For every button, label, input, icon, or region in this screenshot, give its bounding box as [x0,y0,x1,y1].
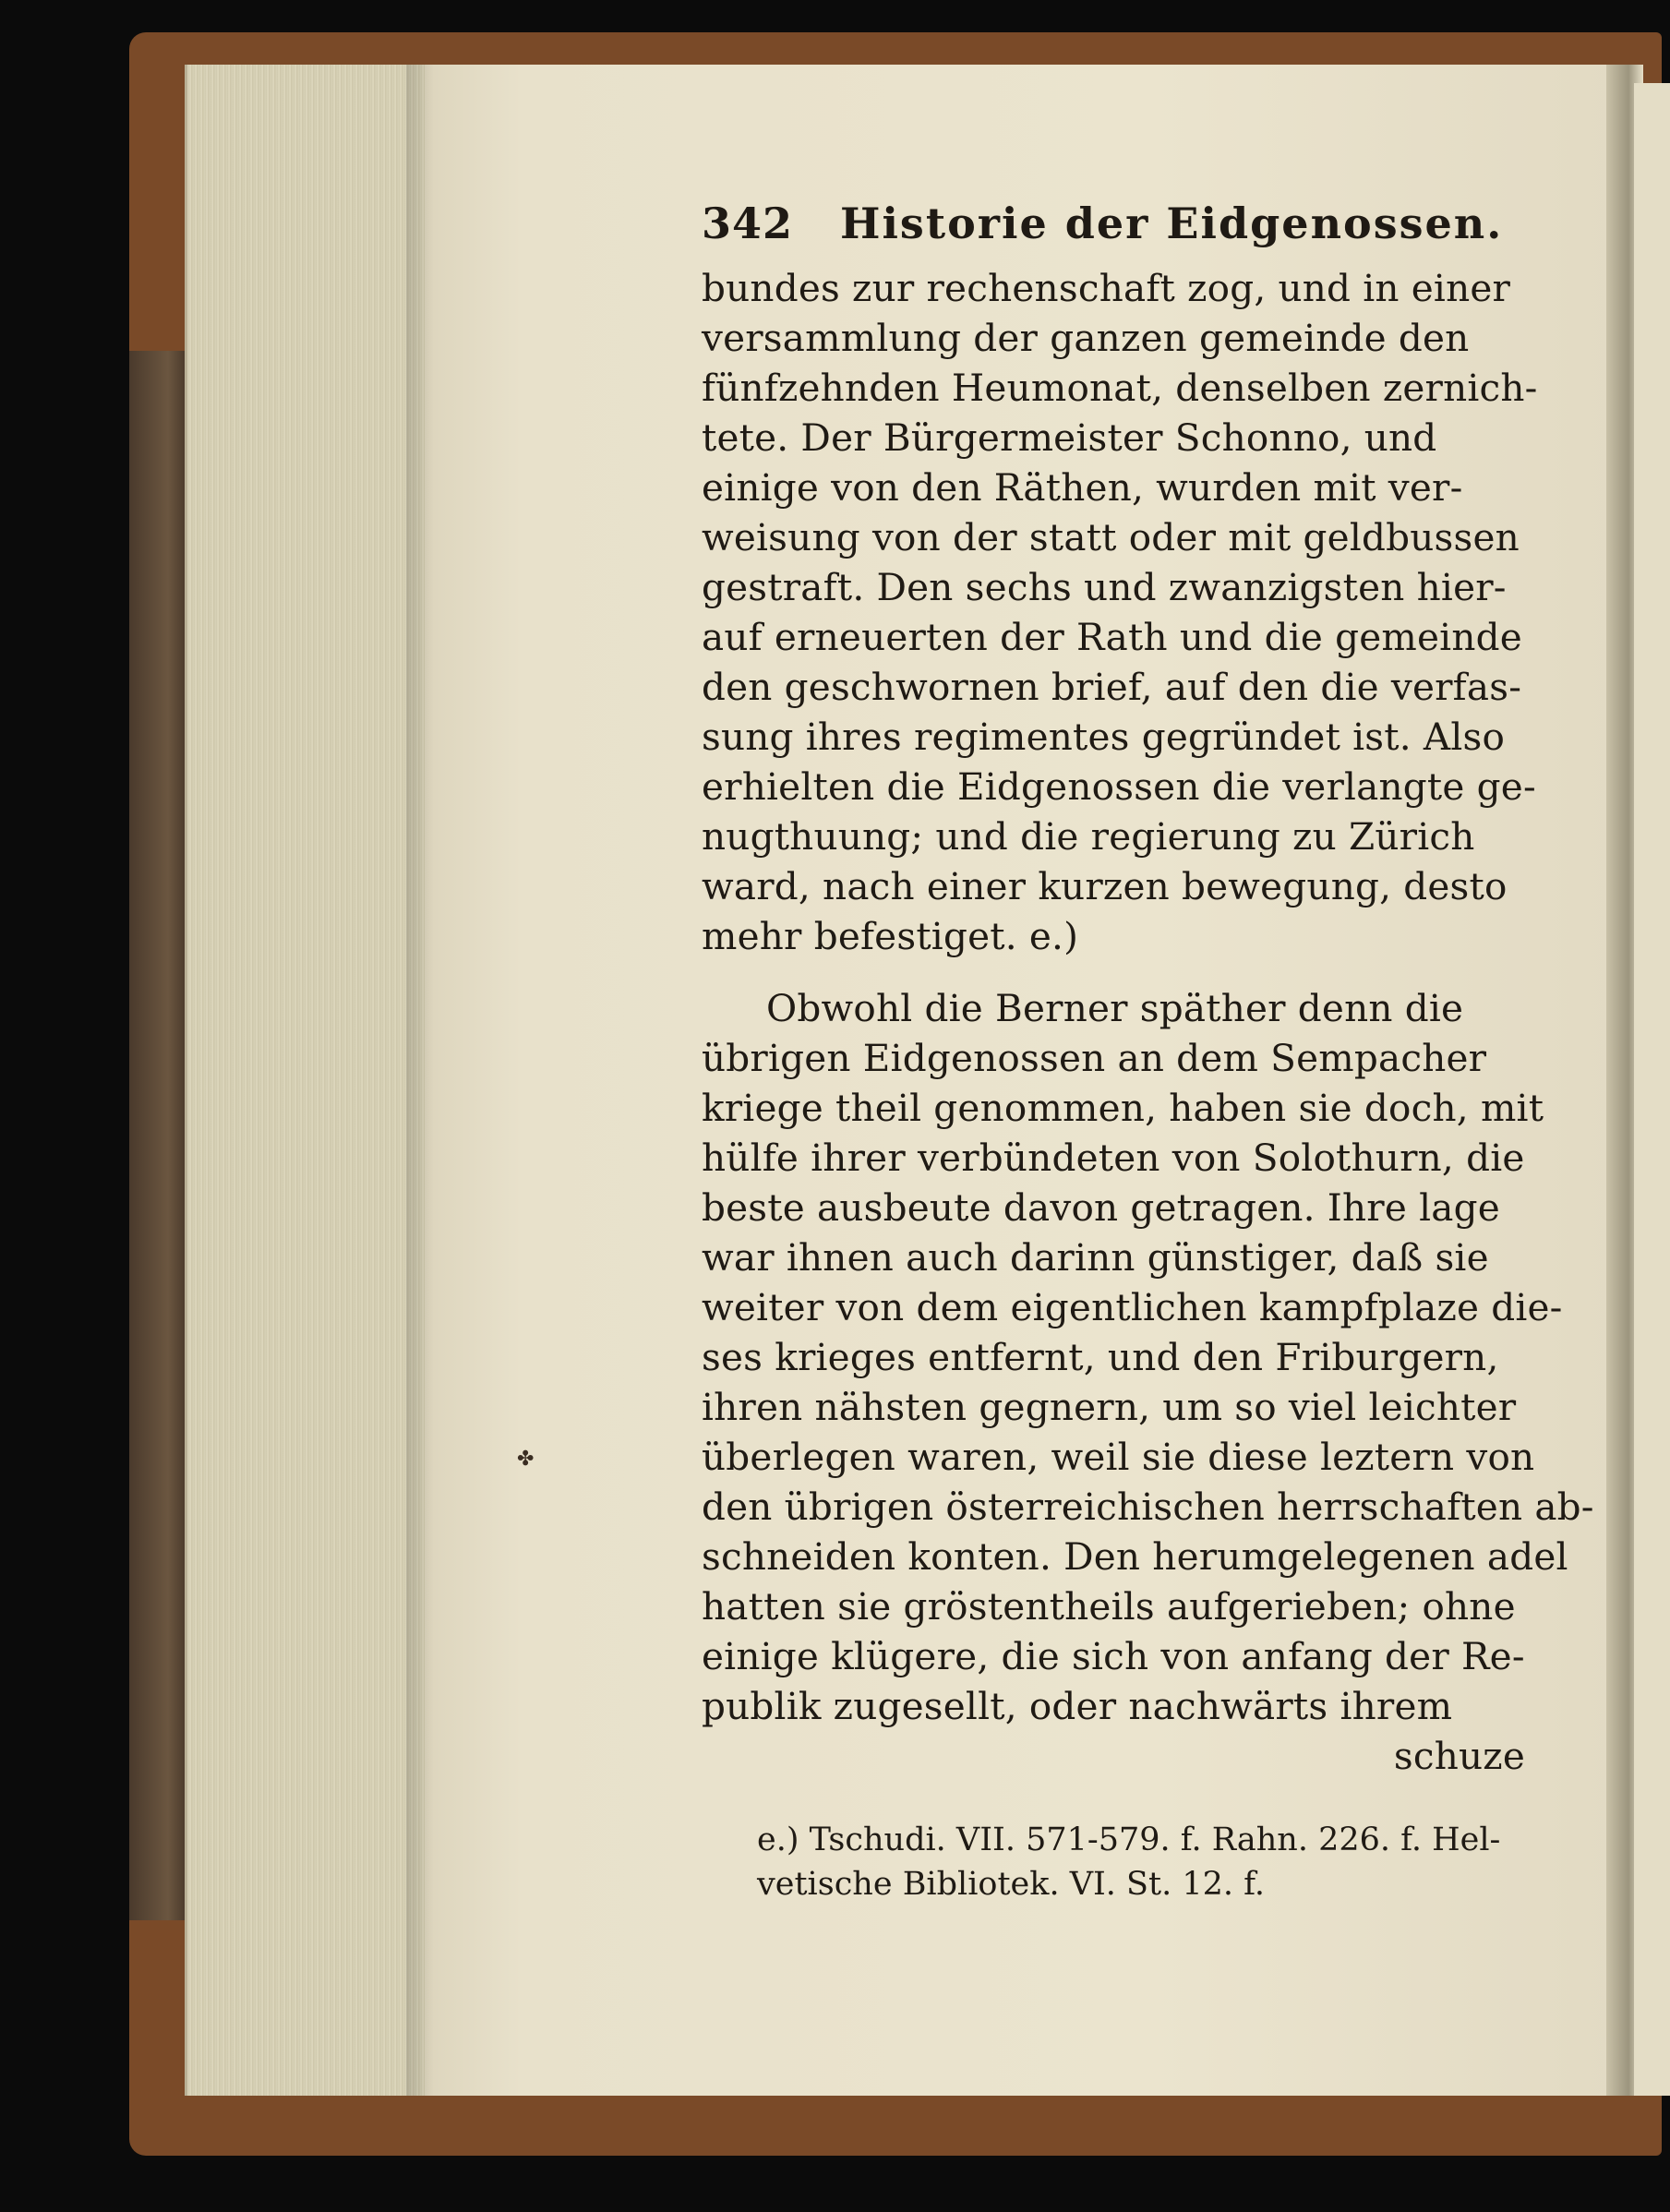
paragraph-2 [702,983,1594,1781]
paragraph-1 [702,263,1542,961]
footnote-line: e.) Tschudi. VII. 571-579. f. Rahn. 226. f. Hel- [757,1821,1501,1858]
text-line: ward, nach einer kurzen bewegung, desto [702,864,1508,908]
ink-mark-icon: ✤ [517,1448,535,1471]
text-line: gestraft. Den sechs und zwanzigsten hier- [702,565,1507,609]
text-line: einige klügere, die sich von anfang der Re- [702,1634,1525,1678]
text-line: tete. Der Bürgermeister Schonno, und [702,415,1437,460]
text-line: weisung von der statt oder mit geldbussen [702,515,1520,559]
page-edges [185,65,427,2096]
running-head: Historie der Eidgenossen. [840,198,1504,248]
text-line: ses krieges entfernt, und den Friburgern, [702,1335,1499,1379]
text-line: beste ausbeute davon getragen. Ihre lage [702,1185,1500,1230]
text-line: Obwohl die Berner späther denn die [766,986,1464,1030]
text-line: sung ihres regimentes gegründet ist. Also [702,715,1506,759]
catchword: schuze [1393,1734,1525,1778]
text-line: schneiden konten. Den herumgelegenen adel [702,1534,1568,1579]
text-line: erhielten die Eidgenossen die verlangte ge- [702,764,1536,809]
page-text [702,189,1594,1906]
page-header [702,189,1542,263]
page-edge-shadow [406,65,434,2096]
text-line: fünfzehnden Heumonat, denselben zernich- [702,366,1538,410]
text-line: bundes zur rechenschaft zog, und in einer [702,266,1511,310]
text-line: publik zugesellt, oder nachwärts ihrem [702,1684,1453,1728]
text-line: mehr befestiget. e.) [702,914,1079,958]
text-line: war ihnen auch darinn günstiger, daß sie [702,1235,1489,1280]
text-line: einige von den Räthen, wurden mit ver- [702,465,1463,510]
text-line: hatten sie gröstentheils aufgerieben; ohne [702,1584,1516,1629]
text-line: weiter von dem eigentlichen kampfplaze die- [702,1285,1563,1329]
text-line: nugthuung; und die regierung zu Zürich [702,814,1475,859]
facing-page-edge [1634,83,1670,2096]
text-line: kriege theil genommen, haben sie doch, mit [702,1086,1544,1130]
footnote [702,1818,1542,1906]
page-number: 342 [702,198,794,248]
text-line: überlegen waren, weil sie diese leztern von [702,1435,1535,1479]
text-line: auf erneuerten der Rath und die gemeinde [702,615,1522,659]
text-line: hülfe ihrer verbündeten von Solothurn, die [702,1136,1525,1180]
text-line: versammlung der ganzen gemeinde den [702,316,1470,360]
footnote-line: vetische Bibliotek. VI. St. 12. f. [757,1866,1265,1903]
text-line: ihren nähsten gegnern, um so viel leichter [702,1385,1517,1429]
text-line: übrigen Eidgenossen an dem Sempacher [702,1036,1487,1080]
text-line: den geschwornen brief, auf den die verfas- [702,665,1522,709]
text-line: den übrigen österreichischen herrschaften ab- [702,1485,1594,1529]
